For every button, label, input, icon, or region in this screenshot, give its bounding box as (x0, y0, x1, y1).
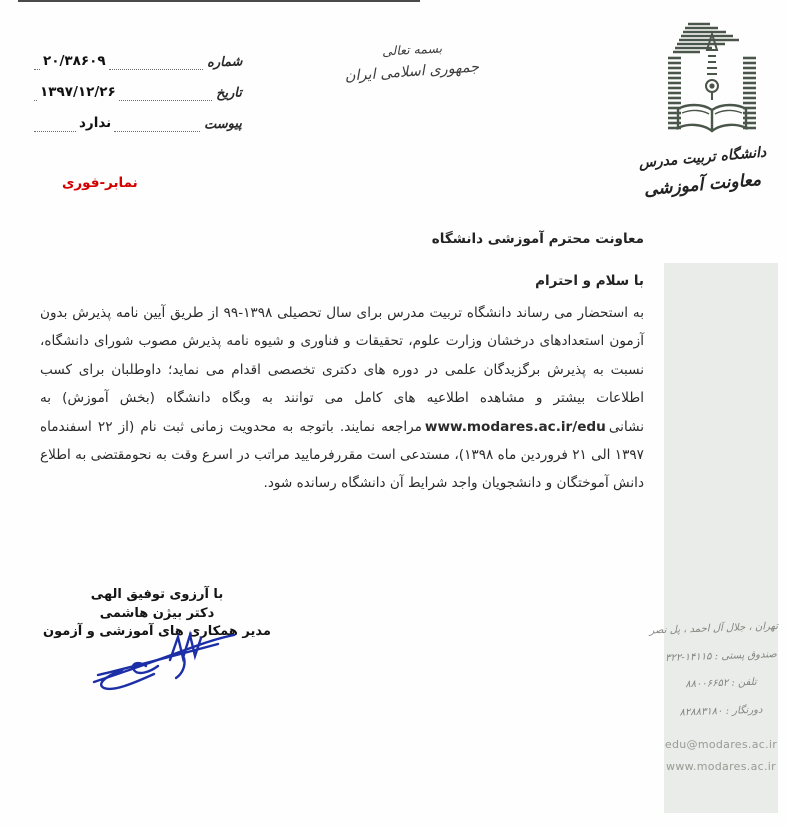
dotted-leader (34, 84, 37, 101)
university-name-block (620, 144, 785, 201)
address-line: تهران ، جلال آل احمد ، پل نصر (649, 621, 779, 637)
dotted-leader (114, 115, 200, 132)
field-number (34, 46, 242, 70)
recipient-line: معاونت محترم آموزشی دانشگاه (431, 231, 644, 247)
field-attachment-value: ندارد (79, 115, 112, 131)
dotted-leader (119, 84, 212, 101)
body-text-before-url: به استحضار می رساند دانشگاه تربیت مدرس برای سال تحصیلی ۱۳۹۸-۹۹ از طریق آیین نامه پذیرش بدون آزمون استعدادهای درخشان وزارت علوم، تحقیقات و فناوری و شیوه نامه پذیرش مصوب شورای دانشگاه، نسبت به پذیرش برگزیدگان علمی در دوره های دکتری تخصصی اقدام می نماید؛ داوطلبان برای کسب اطلاعات بیشتر و مشاهده اطلاعیه های کامل می توانند به وبگاه دانشگاه (بخش آموزش) به نشانی (40, 305, 645, 435)
signatory-name: دکتر بیژن هاشمی (99, 605, 215, 621)
deputy-name: معاونت آموزشی (643, 169, 762, 201)
urgency-tag: نمابر-فوری (62, 175, 138, 191)
po-box-line: صندوق پستی : ۱۴۱۱۵-۳۲۲ (664, 648, 777, 664)
besmeleh-text: بسمه تعالی (381, 40, 443, 59)
fax-line: دورنگار : ۸۲۸۸۳۱۸۰ (679, 704, 763, 718)
letter-body (40, 299, 644, 498)
sidebar-strip (649, 263, 779, 813)
field-date-label: تاریخ (215, 85, 243, 102)
country-text: جمهوری اسلامی ایران (344, 59, 480, 85)
email-line: edu@modares.ac.ir (664, 738, 778, 751)
letterhead-fields (34, 46, 242, 139)
signatory-title: مدیر همکاری های آموزشی و آزمون (43, 624, 271, 639)
header-center (322, 40, 502, 85)
website-url-inline: www.modares.ac.ir/edu (424, 418, 606, 435)
field-attachment (34, 108, 242, 132)
handwritten-signature (88, 630, 243, 696)
field-attachment-label: پیوست (203, 116, 243, 133)
field-number-label: شماره (206, 54, 243, 71)
university-logo (652, 18, 772, 150)
body-text-after-url: مراجعه نمایند. باتوجه به محدویت زمانی ثبت نام (از ۲۲ اسفندماه ۱۳۹۷ الی ۲۱ فروردین ماه ۱۳۹۸)، مستدعی است مقررفرمایید مراتب در اسرع وقت به نحومقتضی به اطلاع دانش آموختگان و دانشجویان واجد شرایط آن دانشگاه رسانده شود. (40, 418, 644, 492)
letter-content (40, 231, 644, 498)
university-name: دانشگاه تربیت مدرس (638, 144, 767, 172)
salutation-line: با سلام و احترام (535, 273, 644, 289)
phone-line: تلفن : ۸۸۰۰۶۶۵۲ (685, 676, 757, 691)
signature-blessing: با آرزوی توفیق الهی (90, 587, 224, 602)
dotted-leader (34, 53, 40, 70)
field-date (34, 77, 242, 101)
scan-artifact-line (18, 0, 420, 2)
dotted-leader (34, 115, 76, 132)
website-line: www.modares.ac.ir (666, 760, 776, 773)
field-date-value: ۱۳۹۷/۱۲/۲۶ (40, 84, 116, 100)
contact-info (649, 615, 779, 778)
field-number-value: ۲۰/۳۸۶۰۹ (43, 53, 106, 69)
dotted-leader (109, 53, 203, 70)
